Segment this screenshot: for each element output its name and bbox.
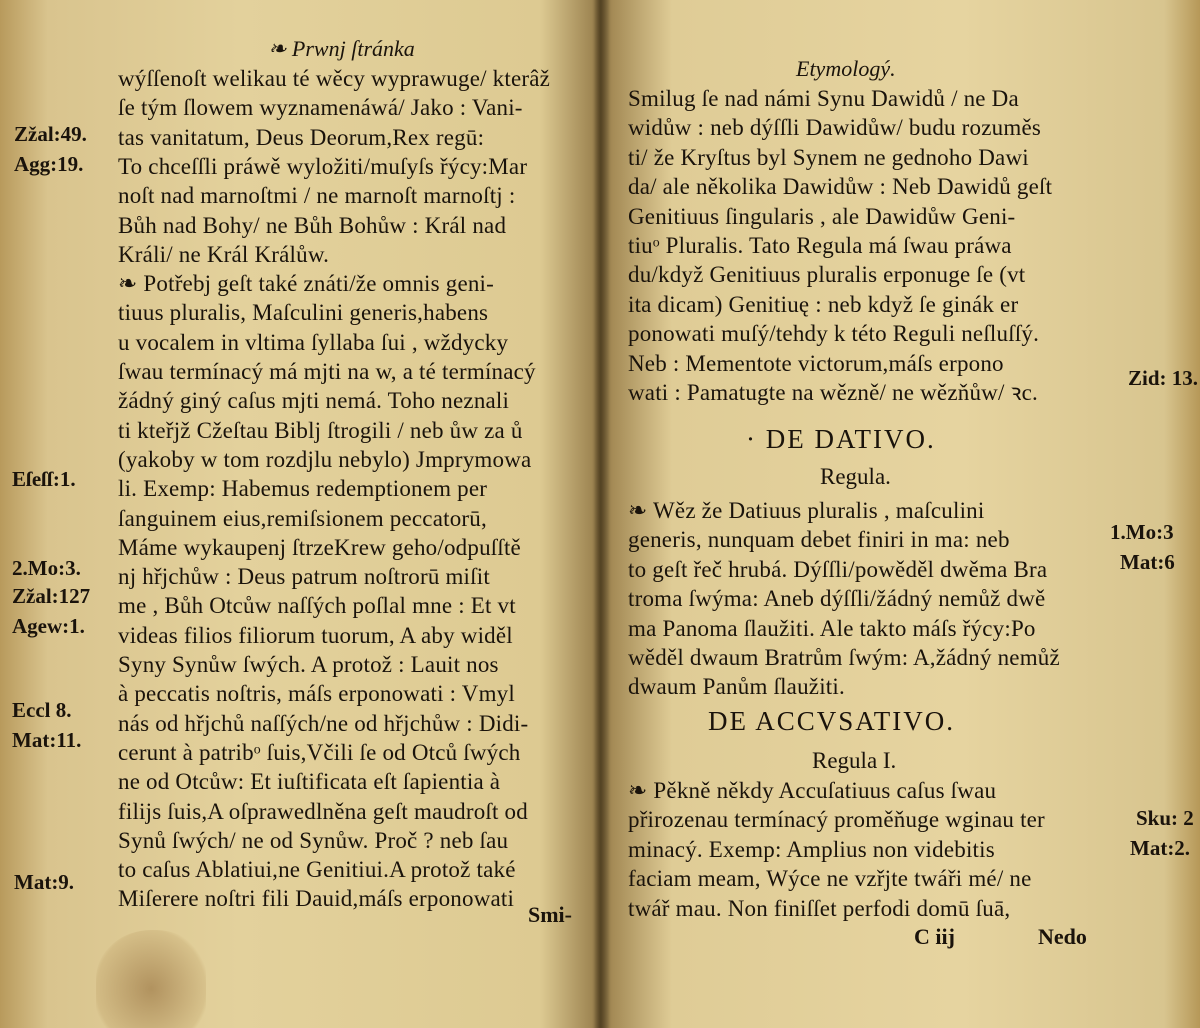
- text-line: ti kteřjž Cžeſtau Biblj ſtrogili / neb ůw za ů: [118, 417, 523, 443]
- text-line: to geſt řeč hrubá. Dýſſli/powěděl dwěma Bra: [628, 556, 1048, 582]
- subheading-regula: Regula.: [820, 464, 891, 489]
- text-line: li. Exemp: Habemus redemptionem per: [118, 476, 488, 502]
- text-line: Máme wykaupenj ſtrzeKrew geho/odpuſſtě: [118, 534, 521, 560]
- right-running-head: Etymologý.: [796, 56, 896, 81]
- text-line: wýſſenoſt welikau té wěcy wyprawuge/ kterâž: [118, 66, 551, 91]
- margin-note: Eccl 8.: [12, 698, 72, 722]
- text-line: du/když Genitiuus pluralis erponuge ſe (vt: [628, 262, 1026, 288]
- text-line: wěděl dwaum Bratrům ſwým: A,žádný nemůž: [628, 645, 1060, 670]
- heading-de-dativo: · DE DATIVO.: [746, 424, 936, 454]
- text-line: ſe tým ſlowem wyznamenáwá/ Jako : Vani-: [118, 95, 523, 121]
- water-stain: [96, 930, 206, 1028]
- text-line: tas vanitatum, Deus Deorum,Rex regū:: [118, 124, 485, 150]
- text-line: dwaum Panům ſlaužiti.: [628, 674, 845, 700]
- margin-note: Zžal:49.: [14, 122, 87, 146]
- text-line: generis, nunquam debet finiri in ma: neb: [628, 527, 1010, 553]
- right-catchword: Nedo: [1038, 924, 1087, 949]
- text-line: Neb : Mementote victorum,máſs erpono: [628, 350, 1004, 376]
- margin-note: 2.Mo:3.: [12, 556, 81, 580]
- text-line: faciam meam, Wýce ne vzřjte twáři mé/ ne: [628, 866, 1032, 892]
- text-line: troma ſwýma: Aneb dýſſli/žádný nemůž dwě: [628, 586, 1046, 612]
- text-line: Genitiuus ſingularis , ale Dawidůw Geni-: [628, 203, 1016, 229]
- margin-note: Mat:6: [1120, 550, 1175, 574]
- margin-note: Agg:19.: [14, 152, 84, 176]
- margin-note: 1.Mo:3: [1110, 520, 1174, 544]
- left-catchword: Smi-: [528, 902, 572, 927]
- text-line: filijs ſuis,A oſprawedlněna geſt maudroſt od: [118, 798, 528, 824]
- text-line: cerunt à patribᵒ ſuis,Včili ſe od Otců ſwých: [118, 739, 521, 765]
- text-line: tiuᵒ Pluralis. Tato Regula má ſwau práwa: [628, 233, 1012, 258]
- subheading-regula-1: Regula I.: [812, 748, 897, 773]
- text-line: noſt nad marnoſtmi / ne marnoſt marnoſtj :: [118, 183, 516, 209]
- text-line: ti/ že Kryſtus byl Synem ne gednoho Dawi: [628, 144, 1029, 170]
- text-line: žádný giný caſus mjti nemá. Toho neznali: [118, 388, 510, 414]
- margin-note: Mat:9.: [14, 870, 75, 894]
- text-line: Synů ſwých/ ne od Synůw. Proč ? neb ſau: [118, 827, 509, 853]
- text-line: tiuus pluralis, Maſculini generis,habens: [118, 300, 489, 326]
- margin-note: Agew:1.: [12, 614, 85, 638]
- text-line: twář mau. Non finiſſet perfodi domū ſuā,: [628, 895, 1011, 921]
- text-line: ❧ Pěkně někdy Accuſatiuus caſus ſwau: [628, 778, 997, 803]
- text-line: videas filios filiorum tuorum, A aby widěl: [118, 622, 513, 648]
- text-line: Smilug ſe nad námi Synu Dawidů / ne Da: [628, 86, 1019, 111]
- margin-note: Zid: 13.: [1128, 366, 1199, 390]
- margin-note: Eſeſſ:1.: [12, 467, 76, 491]
- text-line: Bůh nad Bohy/ ne Bůh Bohůw : Král nad: [118, 212, 507, 238]
- text-line: ❧ Potřebj geſt také znáti/že omnis geni-: [118, 271, 494, 297]
- text-line: minacý. Exemp: Amplius non videbitis: [628, 836, 995, 862]
- text-line: nás od hřjchů naſſých/ne od hřjchůw : Didi-: [118, 710, 529, 736]
- text-line: to caſus Ablatiui,ne Genitiui.A protož také: [118, 857, 516, 883]
- text-line: ma Panoma ſlaužiti. Ale takto máſs řýcy:Po: [628, 615, 1036, 641]
- text-line: Syny Synůw ſwých. A protož : Lauit nos: [118, 652, 499, 677]
- text-line: wati : Pamatugte na wězně/ ne wězňůw/ ꝛc.: [628, 380, 1038, 405]
- text-line: ❧ Wěz že Datiuus pluralis , maſculini: [628, 498, 985, 523]
- margin-note: Zžal:127: [12, 584, 91, 608]
- text-line: přirozenau termínacý proměňuge wginau ter: [628, 807, 1045, 833]
- signature-mark: C iij: [914, 924, 955, 949]
- text-line: à peccatis noſtris, máſs erponowati : Vmyl: [118, 681, 515, 707]
- text-line: ita dicam) Genitiuę : neb když ſe ginák er: [628, 291, 1019, 317]
- heading-de-accusativo: DE ACCVSATIVO.: [708, 706, 956, 736]
- text-line: ſwau termínacý má mjti na w, a té termínacý: [118, 359, 536, 384]
- margin-note: Mat:2.: [1130, 836, 1191, 860]
- text-line: u vocalem in vltima ſyllaba ſui , wždycky: [118, 329, 509, 355]
- text-line: me , Bůh Otcůw naſſých poſlal mne : Et vt: [118, 593, 516, 619]
- left-running-head: ❧ Prwnj ſtránka: [268, 36, 415, 61]
- right-page: [606, 0, 1200, 1028]
- text-line: ponowati muſý/tehdy k této Reguli neſluſſý.: [628, 321, 1040, 347]
- text-line: da/ ale několika Dawidůw : Neb Dawidů geſt: [628, 174, 1053, 200]
- text-line: (yakoby w tom rozdjlu nebylo) Jmprymowa: [118, 446, 532, 472]
- text-line: ſanguinem eius,remiſsionem peccatorū,: [118, 505, 487, 531]
- text-line: Miſerere noſtri fili Dauid,máſs erponowati: [118, 886, 515, 912]
- margin-note: Mat:11.: [12, 728, 82, 752]
- margin-note: Sku: 2: [1136, 806, 1194, 830]
- text-line: ne od Otcůw: Et iuſtificata eſt ſapientia à: [118, 769, 501, 795]
- text-line: widůw : neb dýſſli Dawidůw/ budu rozuměs: [628, 115, 1042, 141]
- text-line: Králi/ ne Král Králůw.: [118, 241, 330, 267]
- text-line: nj hřjchůw : Deus patrum noſtrorū miſit: [118, 564, 490, 590]
- text-line: To chceſſli práwě wyložiti/muſyſs řýcy:Mar: [118, 153, 528, 179]
